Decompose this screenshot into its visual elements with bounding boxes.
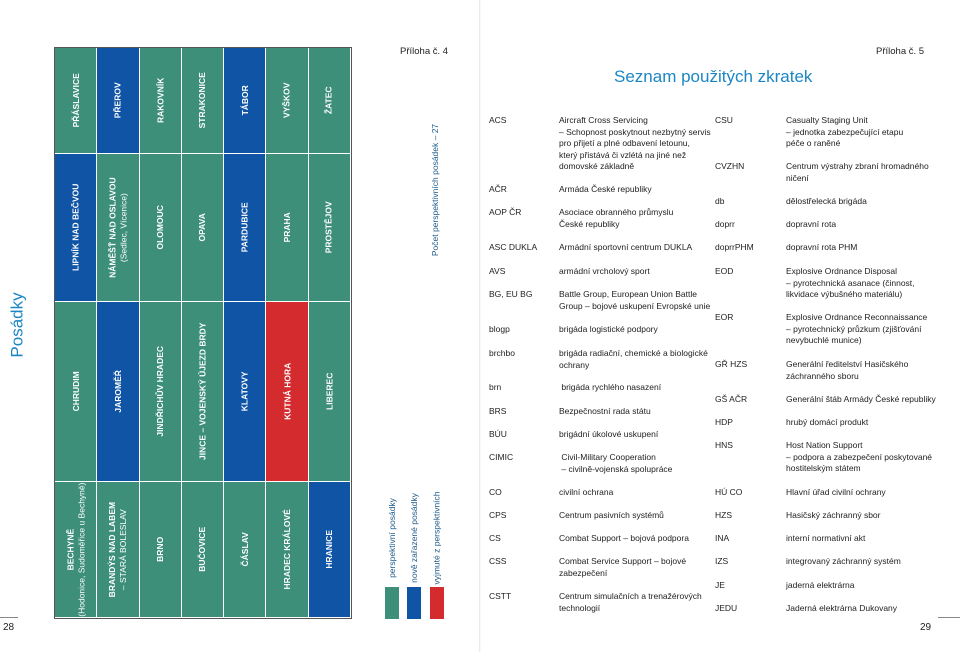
- abbreviation-description: [786, 266, 915, 301]
- garrison-cell: [309, 154, 351, 302]
- description-line: Host Nation Support: [786, 440, 863, 450]
- abbreviation-description: [559, 348, 708, 371]
- garrison-subtitle: – STARÁ BOLESLAV: [117, 509, 128, 590]
- abbreviation-description: [786, 487, 886, 499]
- section-title-text: Posádky: [8, 292, 28, 358]
- garrison-cell: [224, 302, 266, 482]
- description-line: hostitelským státem: [786, 463, 861, 473]
- abbreviation: doprrPHM: [715, 242, 754, 252]
- legend-label: [385, 490, 399, 585]
- description-line: zabezpečení: [559, 567, 608, 578]
- abbreviation-description: [559, 207, 673, 230]
- description-line: záchranného sboru: [786, 370, 859, 381]
- abbreviation-description: [559, 452, 672, 475]
- abbreviation-description: [559, 487, 613, 499]
- abbreviation-description: [559, 406, 651, 418]
- page-number-rule-right: [938, 617, 960, 618]
- description-line: Centrum pasivních systémů: [559, 510, 664, 520]
- description-line: Battle Group, European Union Battle: [559, 289, 697, 299]
- description-line: – pyrotechnický průzkum (zjišťování: [786, 323, 922, 334]
- description-line: – pyrotechnická asanace (činnost,: [786, 277, 915, 288]
- abbreviation: GŠ AČR: [715, 394, 748, 404]
- garrison-name: OLOMOUC: [154, 205, 165, 250]
- description-line: nevybuchlé munice): [786, 335, 862, 345]
- legend-label-text: perspektivní posádky: [387, 497, 398, 578]
- abbreviation: blogp: [489, 324, 510, 334]
- description-line: Centrum výstrahy zbraní hromadného: [786, 161, 929, 171]
- description-line: brigáda rychlého nasazení: [559, 382, 662, 392]
- abbreviation-description: [786, 242, 857, 254]
- description-line: ničení: [786, 172, 809, 183]
- abbreviation-description: [786, 196, 867, 208]
- garrison-cell: [55, 302, 97, 482]
- abbreviation-description: [559, 429, 658, 441]
- abbreviation-description: [559, 324, 658, 336]
- abbreviation: EOD: [715, 266, 734, 276]
- garrison-name: PŘEROV: [112, 82, 123, 119]
- description-line: brigáda logistické podpory: [559, 324, 658, 334]
- description-line: Generální ředitelství Hasičského: [786, 359, 909, 369]
- description-line: Centrum simulačních a trenažérových: [559, 591, 702, 601]
- description-line: Generální štáb Armády České republiky: [786, 394, 936, 404]
- abbreviation-description: [559, 591, 702, 614]
- page-number-right: 29: [920, 622, 932, 633]
- garrison-cell: [266, 48, 308, 154]
- abbreviation-description: [786, 556, 901, 568]
- description-line: Explosive Ordnance Reconnaissance: [786, 312, 928, 322]
- garrison-name: JINDŘICHŮV HRADEC: [154, 346, 165, 437]
- garrison-cell: [140, 48, 182, 154]
- garrison-name: KUTNÁ HORA: [281, 362, 292, 421]
- description-line: Hasičský záchranný sbor: [786, 510, 881, 520]
- garrison-cell: [97, 482, 139, 618]
- abbreviation-description: [559, 266, 650, 278]
- garrison-cell: [97, 48, 139, 154]
- garrison-name: PARDUBICE: [239, 202, 250, 253]
- garrison-name: LIBEREC: [324, 372, 335, 411]
- abbreviation-description: [786, 580, 855, 592]
- abbreviation: EOR: [715, 312, 734, 322]
- legend-label-text: vyjmuté z perspektivních: [432, 490, 443, 585]
- description-line: technologií: [559, 602, 601, 613]
- abbreviation: HZS: [715, 510, 732, 520]
- description-line: Combat Service Support – bojové: [559, 556, 687, 566]
- description-line: ochrany: [559, 359, 590, 370]
- abbreviation: BRS: [489, 406, 507, 416]
- garrison-name: TÁBOR: [239, 85, 250, 116]
- description-line: Jaderná elektrárna Dukovany: [786, 603, 898, 613]
- garrison-name: ŽATEC: [324, 86, 335, 115]
- page-number-rule-left: [0, 617, 18, 618]
- garrison-name: HRANICE: [324, 530, 335, 569]
- garrison-cell: [140, 154, 182, 302]
- description-line: dopravní rota PHM: [786, 242, 858, 252]
- garrison-name: PŘÁSLAVICE: [70, 73, 81, 128]
- abbreviation-description: [786, 417, 868, 429]
- legend-swatch: [430, 587, 444, 619]
- description-line: Armáda České republiky: [559, 184, 652, 194]
- appendix-5-label: Příloha č. 5: [876, 46, 925, 57]
- abbreviation-description: [559, 115, 711, 173]
- abbreviation-description: [786, 603, 897, 615]
- garrison-cell: [182, 154, 224, 302]
- abbreviations-title: Seznam použitých zkratek: [614, 67, 813, 86]
- description-line: Civil-Military Cooperation: [559, 452, 656, 462]
- garrison-name: JINCE – VOJENSKÝ ÚJEZD BRDY: [197, 322, 208, 461]
- garrison-cell: [55, 48, 97, 154]
- description-line: pro přijetí a plné odbavení letounu,: [559, 138, 690, 148]
- abbreviation-description: [786, 115, 903, 150]
- garrison-cell: [266, 482, 308, 618]
- section-title: [4, 280, 32, 370]
- abbreviation: CS: [489, 533, 501, 543]
- abbreviation: CVZHN: [715, 161, 745, 171]
- garrison-name: NÁMĚŠŤ NAD OSLAVOU: [107, 177, 118, 278]
- description-line: Asociace obranného průmyslu: [559, 207, 674, 217]
- abbreviation: BG, EU BG: [489, 289, 533, 299]
- garrison-cell: [182, 482, 224, 618]
- description-line: Explosive Ordnance Disposal: [786, 266, 898, 276]
- garrison-cell: [224, 48, 266, 154]
- garrison-name: BECHYNĚ: [65, 528, 76, 571]
- description-line: Group – bojové uskupení Evropské unie: [559, 300, 711, 311]
- abbreviation-description: [559, 184, 652, 196]
- description-line: dělostřelecká brigáda: [786, 196, 867, 206]
- description-line: interní normativní akt: [786, 533, 866, 543]
- description-line: Aircraft Cross Servicing: [559, 115, 648, 125]
- abbreviation-description: [559, 242, 692, 254]
- abbreviation: db: [715, 196, 725, 206]
- garrison-name: OPAVA: [197, 213, 208, 242]
- description-line: – podpora a zabezpečení poskytované: [786, 451, 933, 462]
- garrison-cell: [182, 48, 224, 154]
- abbreviation: ASC DUKLA: [489, 242, 538, 252]
- garrison-cell: [55, 482, 97, 618]
- garrison-name: KLATOVY: [239, 371, 250, 412]
- abbreviation-description: [786, 533, 865, 545]
- garrison-cell: [97, 154, 139, 302]
- abbreviation: CSS: [489, 556, 507, 566]
- garrison-count-text: Počet perspektivních posádek – 27: [430, 123, 440, 257]
- garrison-subtitle: (Hodonice, Sudoměřice u Bechyně): [75, 482, 86, 617]
- garrison-cell: [309, 48, 351, 154]
- abbreviation-description: [786, 359, 908, 382]
- garrison-name: CHRUDIM: [70, 371, 81, 412]
- garrison-grid: [54, 47, 352, 619]
- description-line: integrovaný záchranný systém: [786, 556, 901, 566]
- garrison-cell: [309, 302, 351, 482]
- garrison-cell: [224, 154, 266, 302]
- abbreviation: CPS: [489, 510, 507, 520]
- description-line: civilní ochrana: [559, 487, 614, 497]
- abbreviation: doprr: [715, 219, 735, 229]
- abbreviation: INA: [715, 533, 730, 543]
- legend-label: [407, 490, 421, 585]
- abbreviation: AČR: [489, 184, 507, 194]
- garrison-name: VYŠKOV: [281, 82, 292, 119]
- abbreviation: GŘ HZS: [715, 359, 748, 369]
- garrison-cell: [140, 302, 182, 482]
- description-line: Hlavní úřad civilní ochrany: [786, 487, 886, 497]
- garrison-name: LIPNÍK NAD BEČVOU: [70, 183, 81, 272]
- abbreviation-description: [786, 510, 880, 522]
- abbreviation-description: [559, 510, 664, 522]
- garrison-cell: [266, 302, 308, 482]
- garrison-name: JAROMĚŘ: [112, 370, 123, 413]
- abbreviation: ACS: [489, 115, 507, 125]
- description-line: hrubý domácí produkt: [786, 417, 869, 427]
- abbreviation-description: [786, 312, 927, 347]
- garrison-cell: [224, 482, 266, 618]
- abbreviation: CIMIC: [489, 452, 514, 462]
- garrison-name: BRANDÝS NAD LABEM: [107, 501, 118, 598]
- abbreviation: CSTT: [489, 591, 512, 601]
- garrison-name: BUČOVICE: [197, 527, 208, 572]
- abbreviation: brn: [489, 382, 502, 392]
- garrison-cell: [140, 482, 182, 618]
- garrison-cell: [182, 302, 224, 482]
- legend-swatch: [407, 587, 421, 619]
- abbreviation-description: [786, 219, 836, 231]
- description-line: likvidace výbušného materiálu): [786, 289, 903, 299]
- description-line: České republiky: [559, 218, 620, 229]
- garrison-cell: [266, 154, 308, 302]
- description-line: dopravní rota: [786, 219, 837, 229]
- garrison-name: STRAKONICE: [197, 72, 208, 129]
- abbreviation: JEDU: [715, 603, 738, 613]
- garrison-subtitle: (Sedlec, Vícenice): [117, 193, 128, 262]
- garrison-name: RAKOVNÍK: [154, 77, 165, 124]
- legend-label-text: nově zařazené posádky: [409, 492, 419, 583]
- abbreviation-description: [786, 394, 936, 406]
- abbreviation-description: [559, 533, 689, 545]
- abbreviation: HDP: [715, 417, 733, 427]
- garrison-cell: [97, 302, 139, 482]
- garrison-count-label: [425, 120, 445, 260]
- garrison-name: ČÁSLAV: [239, 532, 250, 567]
- abbreviation: CSU: [715, 115, 733, 125]
- abbreviation: HÚ CO: [715, 487, 743, 497]
- abbreviation-description: [559, 289, 710, 312]
- description-line: – Schopnost poskytnout nezbytný servis: [559, 126, 711, 137]
- garrison-name: PROSTĚJOV: [324, 201, 335, 254]
- description-line: Combat Support – bojová podpora: [559, 533, 689, 543]
- abbreviation: CO: [489, 487, 502, 497]
- garrison-cell: [55, 154, 97, 302]
- description-line: – jednotka zabezpečující etapu: [786, 126, 904, 137]
- description-line: Bezpečnostní rada státu: [559, 406, 651, 416]
- legend-label: [430, 490, 444, 585]
- description-line: armádní vrcholový sport: [559, 266, 650, 276]
- abbreviation: AOP ČR: [489, 207, 522, 217]
- description-line: Casualty Staging Unit: [786, 115, 868, 125]
- description-line: jaderná elektrárna: [786, 580, 855, 590]
- appendix-4-label: Příloha č. 4: [400, 46, 449, 57]
- abbreviation: JE: [715, 580, 725, 590]
- description-line: Armádní sportovní centrum DUKLA: [559, 242, 693, 252]
- abbreviation-description: [786, 440, 932, 475]
- abbreviation-description: [559, 556, 686, 579]
- description-line: domovské základně: [559, 161, 635, 171]
- abbreviation-description: [559, 382, 661, 394]
- abbreviation: brchbo: [489, 348, 515, 358]
- garrison-name: BRNO: [154, 536, 165, 563]
- legend-swatch: [385, 587, 399, 619]
- page-number-left: 28: [3, 622, 15, 633]
- garrison-name: HRADEC KRÁLOVÉ: [281, 509, 292, 590]
- description-line: brigádní úkolové uskupení: [559, 429, 659, 439]
- garrison-cell: [309, 482, 351, 618]
- garrison-name: PRAHA: [281, 212, 292, 243]
- book-spine: [479, 0, 481, 652]
- abbreviation: IZS: [715, 556, 729, 566]
- description-line: – civilně-vojenská spolupráce: [559, 463, 673, 474]
- abbreviation-description: [786, 161, 929, 184]
- abbreviation: BÚU: [489, 429, 507, 439]
- description-line: který přistává či vzlétá na jiné než: [559, 149, 687, 160]
- description-line: brigáda radiační, chemické a biologické: [559, 348, 708, 358]
- description-line: péče o raněné: [786, 138, 841, 148]
- abbreviation: AVS: [489, 266, 506, 276]
- abbreviation: HNS: [715, 440, 733, 450]
